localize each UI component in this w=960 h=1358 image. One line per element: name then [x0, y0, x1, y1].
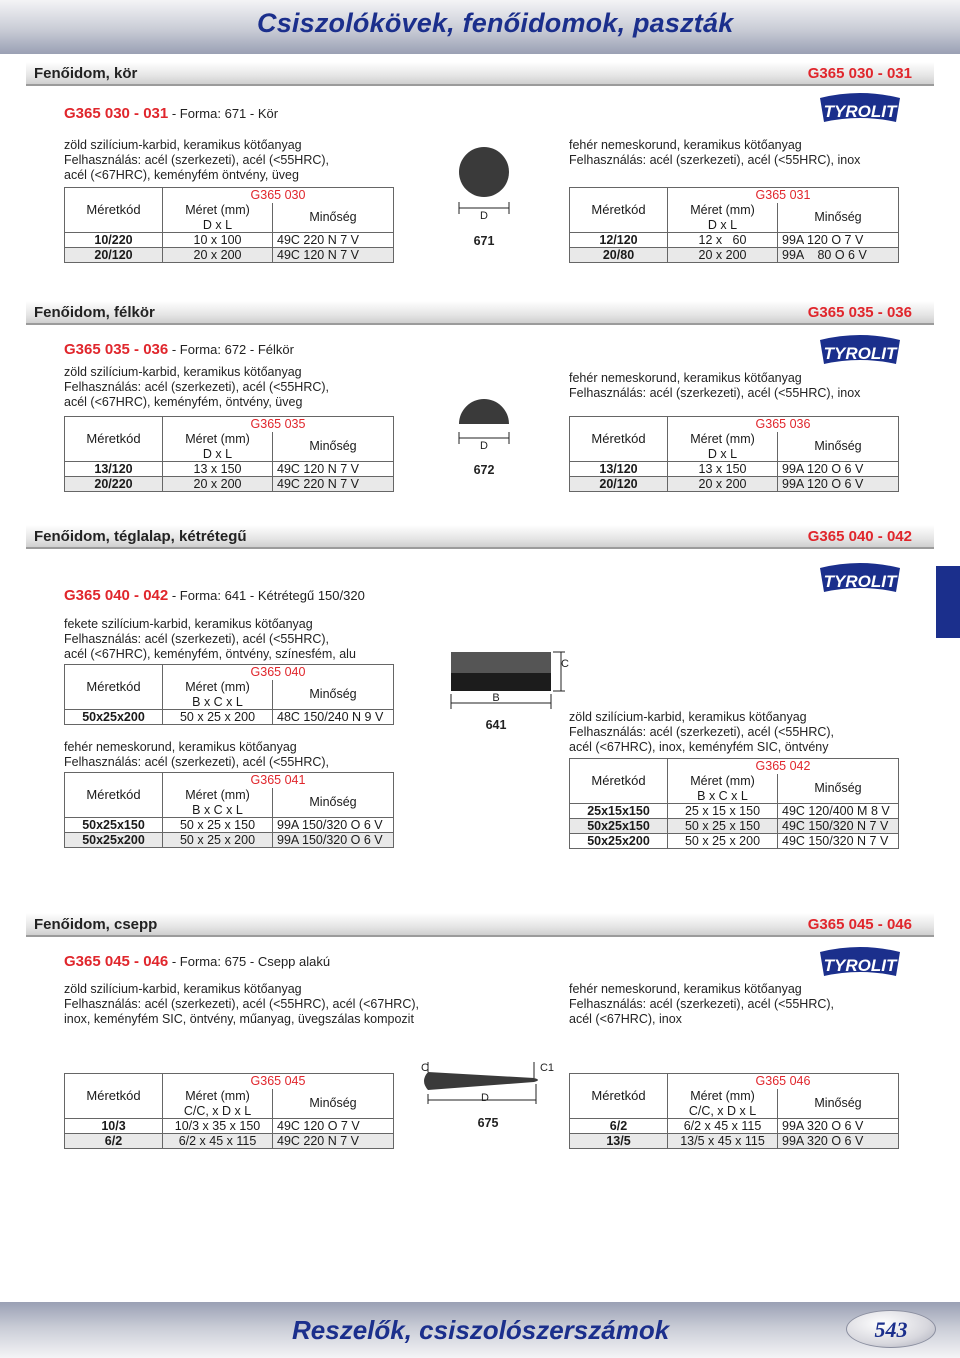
cell-code: 6/2 [570, 1119, 668, 1134]
table-g365-035 [64, 416, 394, 492]
cell-quality: 49C 220 N 7 V [273, 233, 394, 248]
col-dim: B x C x L [668, 789, 778, 804]
col-dim: C/C, x D x L [668, 1104, 778, 1119]
cell-size: 25 x 15 x 150 [668, 804, 778, 819]
shape-number: 671 [473, 234, 495, 248]
series-code: G365 035 - 036 [64, 341, 169, 358]
cell-quality: 99A 150/320 O 6 V [273, 833, 394, 848]
shape-dim-label: D [480, 210, 488, 222]
section-code: G365 030 - 031 [807, 65, 912, 82]
table-row [570, 819, 899, 834]
desc-line: Felhasználás: acél (szerkezeti), acél (<55HRC), [64, 380, 330, 394]
desc-line: acél (<67HRC), keményfém öntvény, üveg [64, 168, 299, 182]
cell-code: 13/120 [65, 462, 163, 477]
section-header-kor [26, 62, 934, 86]
col-minoseg: Minőség [778, 1089, 899, 1119]
group-header: G365 036 [668, 417, 899, 432]
tyrolit-logo [818, 562, 902, 596]
table-g365-045 [64, 1073, 394, 1149]
shape-dim-c: C [421, 1062, 429, 1074]
cell-code: 13/120 [570, 462, 668, 477]
section-header-csepp [26, 913, 934, 937]
shape-number: 641 [485, 718, 507, 732]
section-header-teglalap [26, 525, 934, 549]
col-meret: Méret (mm) [163, 1089, 273, 1104]
shape-number: 672 [473, 463, 495, 477]
table-row [65, 248, 394, 263]
logo-text: TYROLIT [823, 102, 897, 121]
cell-code: 10/3 [65, 1119, 163, 1134]
series-line [64, 587, 365, 604]
col-dim: D x L [163, 218, 273, 233]
cell-size: 6/2 x 45 x 115 [668, 1119, 778, 1134]
cell-quality: 99A 320 O 6 V [778, 1134, 899, 1149]
col-dim: C/C, x D x L [163, 1104, 273, 1119]
cell-code: 25x15x150 [570, 804, 668, 819]
table-row [570, 248, 899, 263]
cell-size: 50 x 25 x 200 [163, 833, 273, 848]
col-dim: D x L [163, 447, 273, 462]
cell-code: 50x25x200 [65, 710, 163, 725]
tyrolit-logo [818, 334, 902, 368]
cell-quality: 49C 150/320 N 7 V [778, 819, 899, 834]
page-title: Csiszolókövek, fenőidomok, paszták [257, 8, 734, 38]
cell-quality: 49C 120 O 7 V [273, 1119, 394, 1134]
cell-code: 20/120 [65, 248, 163, 263]
desc-line: fehér nemeskorund, keramikus kötőanyag [569, 371, 802, 385]
desc-line: zöld szilícium-karbid, keramikus kötőanyag [64, 982, 302, 996]
section-code: G365 035 - 036 [807, 304, 912, 321]
col-minoseg: Minőség [778, 203, 899, 233]
table-row [65, 710, 394, 725]
cell-code: 13/5 [570, 1134, 668, 1149]
desc-right [569, 138, 860, 168]
desc-right [569, 982, 834, 1027]
cell-size: 13/5 x 45 x 115 [668, 1134, 778, 1149]
cell-size: 20 x 200 [668, 477, 778, 492]
series-code: G365 030 - 031 [64, 105, 169, 122]
col-meret: Méret (mm) [668, 203, 778, 218]
cell-quality: 99A 320 O 6 V [778, 1119, 899, 1134]
col-meret: Méret (mm) [668, 432, 778, 447]
desc-g365-042 [569, 710, 834, 755]
table-row [570, 804, 899, 819]
cell-size: 13 x 150 [668, 462, 778, 477]
cell-quality: 49C 120 N 7 V [273, 462, 394, 477]
cell-code: 6/2 [65, 1134, 163, 1149]
logo-text: TYROLIT [823, 956, 897, 975]
footer-band [0, 1302, 960, 1358]
desc-line: Felhasználás: acél (szerkezeti), acél (<55HRC), [64, 755, 330, 769]
table-g365-040 [64, 664, 394, 725]
col-minoseg: Minőség [273, 203, 394, 233]
col-minoseg: Minőség [778, 432, 899, 462]
desc-line: Felhasználás: acél (szerkezeti), acél (<55HRC), inox [569, 153, 861, 167]
series-form: - Forma: 675 - Csepp alakú [168, 954, 331, 969]
group-header: G365 035 [163, 417, 394, 432]
col-meretkod: Méretkód [570, 759, 668, 804]
series-code: G365 045 - 046 [64, 953, 169, 970]
series-form: - Forma: 671 - Kör [168, 106, 279, 121]
section-title: Fenőidom, csepp [34, 916, 158, 933]
desc-g365-041 [64, 740, 329, 770]
desc-line: zöld szilícium-karbid, keramikus kötőanyag [569, 710, 807, 724]
table-row [65, 818, 394, 833]
logo-text: TYROLIT [823, 572, 897, 591]
cell-quality: 99A 120 O 6 V [778, 462, 899, 477]
desc-line: acél (<67HRC), keményfém, öntvény, üveg [64, 395, 303, 409]
tyrolit-logo [818, 946, 902, 980]
page-number-badge [846, 1310, 936, 1348]
desc-left [64, 138, 329, 183]
series-line [64, 953, 330, 970]
col-meretkod: Méretkód [65, 665, 163, 710]
shape-dim-c: C [561, 658, 569, 670]
cell-code: 12/120 [570, 233, 668, 248]
table-row [65, 462, 394, 477]
col-minoseg: Minőség [273, 432, 394, 462]
cell-quality: 49C 220 N 7 V [273, 1134, 394, 1149]
shape-dim-d: D [481, 1092, 489, 1104]
table-row [65, 1119, 394, 1134]
table-g365-031 [569, 187, 899, 263]
group-header: G365 040 [163, 665, 394, 680]
desc-left [64, 365, 329, 410]
section-title: Fenőidom, téglalap, kétrétegű [34, 528, 247, 545]
tyrolit-logo [818, 92, 902, 126]
col-dim: B x C x L [163, 803, 273, 818]
col-meret: Méret (mm) [668, 1089, 778, 1104]
section-title: Fenőidom, félkör [34, 304, 155, 321]
cell-size: 6/2 x 45 x 115 [163, 1134, 273, 1149]
desc-line: acél (<67HRC), inox, keményfém SIC, öntvény [569, 740, 829, 754]
group-header: G365 042 [668, 759, 899, 774]
desc-line: fehér nemeskorund, keramikus kötőanyag [64, 740, 297, 754]
cell-size: 12 x 60 [668, 233, 778, 248]
table-row [570, 1119, 899, 1134]
group-header: G365 030 [163, 188, 394, 203]
footer-title: Reszelők, csiszolószerszámok [292, 1315, 670, 1345]
table-row [65, 1134, 394, 1149]
table-row [570, 1134, 899, 1149]
section-header-felkor [26, 301, 934, 325]
desc-left [64, 982, 419, 1027]
section-code: G365 040 - 042 [807, 528, 912, 545]
cell-code: 20/120 [570, 477, 668, 492]
shape-dim-b: B [492, 692, 500, 704]
table-row [65, 233, 394, 248]
cell-size: 13 x 150 [163, 462, 273, 477]
col-meret: Méret (mm) [163, 788, 273, 803]
cell-code: 50x25x150 [570, 819, 668, 834]
col-dim: D x L [668, 218, 778, 233]
cell-code: 50x25x200 [65, 833, 163, 848]
series-form: - Forma: 641 - Kétrétegű 150/320 [168, 588, 365, 603]
series-code: G365 040 - 042 [64, 587, 169, 604]
desc-line: acél (<67HRC), inox [569, 1012, 682, 1026]
cell-code: 20/80 [570, 248, 668, 263]
cell-size: 50 x 25 x 150 [163, 818, 273, 833]
desc-line: fehér nemeskorund, keramikus kötőanyag [569, 138, 802, 152]
cell-size: 50 x 25 x 200 [163, 710, 273, 725]
desc-g365-040 [64, 617, 356, 662]
group-header: G365 045 [163, 1074, 394, 1089]
table-row [65, 477, 394, 492]
shape-dim-label: D [480, 440, 488, 452]
col-minoseg: Minőség [778, 774, 899, 804]
table-row [570, 233, 899, 248]
col-meretkod: Méretkód [65, 773, 163, 818]
cell-quality: 49C 120/400 M 8 V [778, 804, 899, 819]
table-g365-046 [569, 1073, 899, 1149]
col-meretkod: Méretkód [65, 1074, 163, 1119]
col-minoseg: Minőség [273, 1089, 394, 1119]
table-row [570, 834, 899, 849]
table-g365-041 [64, 772, 394, 848]
cell-code: 50x25x150 [65, 818, 163, 833]
col-meret: Méret (mm) [163, 432, 273, 447]
cell-size: 20 x 200 [668, 248, 778, 263]
cell-quality: 99A 80 O 6 V [778, 248, 899, 263]
desc-line: Felhasználás: acél (szerkezeti), acél (<55HRC), [569, 725, 835, 739]
col-meret: Méret (mm) [163, 680, 273, 695]
col-meretkod: Méretkód [570, 188, 668, 233]
cell-quality: 99A 120 O 6 V [778, 477, 899, 492]
cell-code: 50x25x200 [570, 834, 668, 849]
table-g365-030 [64, 187, 394, 263]
table-g365-042 [569, 758, 899, 849]
table-row [570, 462, 899, 477]
desc-line: fehér nemeskorund, keramikus kötőanyag [569, 982, 802, 996]
col-dim: D x L [668, 447, 778, 462]
table-row [570, 477, 899, 492]
cell-quality: 99A 120 O 7 V [778, 233, 899, 248]
col-meret: Méret (mm) [163, 203, 273, 218]
header-band [0, 0, 960, 54]
cell-size: 50 x 25 x 200 [668, 834, 778, 849]
section-code: G365 045 - 046 [807, 916, 912, 933]
col-minoseg: Minőség [273, 788, 394, 818]
desc-line: Felhasználás: acél (szerkezeti), acél (<55HRC), acél (<67HRC), [64, 997, 419, 1011]
col-meretkod: Méretkód [570, 1074, 668, 1119]
desc-line: acél (<67HRC), keményfém, öntvény, színesfém, alu [64, 647, 356, 661]
desc-line: zöld szilícium-karbid, keramikus kötőanyag [64, 365, 302, 379]
col-minoseg: Minőség [273, 680, 394, 710]
chapter-tab [936, 566, 960, 638]
series-line [64, 105, 278, 122]
desc-line: zöld szilícium-karbid, keramikus kötőanyag [64, 138, 302, 152]
cell-quality: 49C 120 N 7 V [273, 248, 394, 263]
cell-code: 20/220 [65, 477, 163, 492]
cell-quality: 49C 220 N 7 V [273, 477, 394, 492]
desc-line: fekete szilícium-karbid, keramikus kötőanyag [64, 617, 313, 631]
desc-line: inox, keményfém SIC, öntvény, műanyag, üvegszálas kompozit [64, 1012, 414, 1026]
group-header: G365 031 [668, 188, 899, 203]
cell-size: 50 x 25 x 150 [668, 819, 778, 834]
page-number: 543 [874, 1317, 908, 1342]
cell-quality: 48C 150/240 N 9 V [273, 710, 394, 725]
col-dim: B x C x L [163, 695, 273, 710]
desc-line: Felhasználás: acél (szerkezeti), acél (<55HRC), inox [569, 386, 861, 400]
cell-size: 10/3 x 35 x 150 [163, 1119, 273, 1134]
cell-quality: 99A 150/320 O 6 V [273, 818, 394, 833]
col-meret: Méret (mm) [668, 774, 778, 789]
desc-line: Felhasználás: acél (szerkezeti), acél (<55HRC), [64, 632, 330, 646]
group-header: G365 041 [163, 773, 394, 788]
cell-code: 10/220 [65, 233, 163, 248]
col-meretkod: Méretkód [570, 417, 668, 462]
cell-quality: 49C 150/320 N 7 V [778, 834, 899, 849]
col-meretkod: Méretkód [65, 417, 163, 462]
section-title: Fenőidom, kör [34, 65, 138, 82]
table-row [65, 833, 394, 848]
desc-line: Felhasználás: acél (szerkezeti), acél (<55HRC), [64, 153, 330, 167]
col-meretkod: Méretkód [65, 188, 163, 233]
desc-line: Felhasználás: acél (szerkezeti), acél (<55HRC), [569, 997, 835, 1011]
desc-right [569, 371, 860, 401]
cell-size: 20 x 200 [163, 477, 273, 492]
logo-text: TYROLIT [823, 344, 897, 363]
cell-size: 10 x 100 [163, 233, 273, 248]
shape-dim-c1: C1 [539, 1062, 555, 1074]
cell-size: 20 x 200 [163, 248, 273, 263]
group-header: G365 046 [668, 1074, 899, 1089]
series-form: - Forma: 672 - Félkör [168, 342, 294, 357]
series-line [64, 341, 294, 358]
table-g365-036 [569, 416, 899, 492]
shape-number: 675 [477, 1116, 499, 1130]
